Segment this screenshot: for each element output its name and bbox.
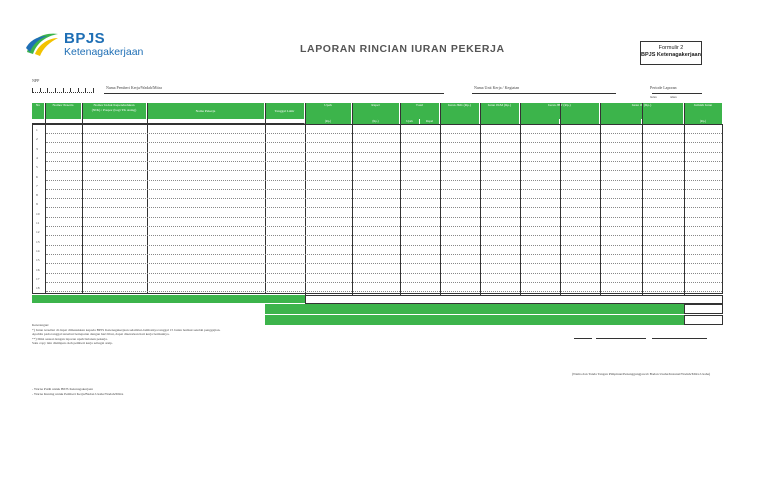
table-row[interactable] bbox=[46, 170, 722, 171]
notes-line: Apabila pada tanggal tersebut bertepatan dengan hari libur, dapat disetorkan hari kerja berikutnya. bbox=[32, 332, 170, 336]
col-wage: Upah bbox=[305, 103, 352, 119]
table-row[interactable] bbox=[46, 180, 722, 181]
sign-place-line[interactable] bbox=[596, 338, 646, 339]
sub-total-upah: Upah bbox=[400, 119, 420, 124]
col-id-no-label: Nomor Induk Kependudukan bbox=[93, 103, 135, 107]
col-total: Total bbox=[400, 103, 440, 119]
subtotal-cell-1[interactable] bbox=[684, 304, 723, 314]
form-box bbox=[640, 41, 702, 65]
npp-tick-boxes bbox=[32, 88, 94, 92]
table-row[interactable] bbox=[46, 217, 722, 218]
unit-field[interactable] bbox=[472, 93, 616, 94]
row-number: 14 bbox=[36, 248, 40, 253]
row-number: 13 bbox=[36, 239, 40, 244]
employer-field[interactable] bbox=[104, 93, 444, 94]
table-row[interactable] bbox=[46, 207, 722, 208]
row-number: 2 bbox=[36, 137, 38, 142]
row-number: 16 bbox=[36, 267, 40, 272]
form-box-line1: Formulir 2 bbox=[658, 45, 684, 51]
subtotal-bar-2 bbox=[265, 315, 684, 325]
table-row[interactable] bbox=[46, 235, 722, 236]
sub-rapel-rp: (Rp.) bbox=[352, 119, 400, 124]
table-row[interactable] bbox=[46, 245, 722, 246]
brand-subtitle: Ketenagakerjaan bbox=[64, 46, 144, 58]
unit-label: Nama Unit Kerja / Kegiatan bbox=[474, 85, 520, 90]
row-number: 12 bbox=[36, 230, 40, 235]
brand-name: BPJS bbox=[64, 30, 106, 47]
month-label: bulan bbox=[650, 95, 657, 99]
row-number: 15 bbox=[36, 258, 40, 263]
col-no: No bbox=[32, 103, 45, 119]
row-number: 11 bbox=[36, 221, 40, 225]
total-row[interactable] bbox=[305, 295, 723, 304]
table-row[interactable] bbox=[46, 152, 722, 153]
table-row[interactable] bbox=[46, 226, 722, 227]
year-label: tahun bbox=[670, 95, 677, 99]
table-row[interactable] bbox=[46, 198, 722, 199]
row-number: 9 bbox=[36, 202, 38, 207]
notes bbox=[32, 323, 220, 346]
footer-yellow-copy: - Warna Kuning untuk Pemberi Kerja/Badan Usaha/Wadah/Mitra bbox=[32, 392, 124, 396]
sign-date-line[interactable] bbox=[574, 338, 592, 339]
row-number: 3 bbox=[36, 146, 38, 151]
bpjs-logo-icon bbox=[25, 30, 59, 56]
notes-heading: Keterangan: bbox=[32, 323, 50, 327]
row-number: 7 bbox=[36, 183, 38, 188]
row-number: 17 bbox=[36, 276, 40, 281]
row-number: 1 bbox=[36, 128, 38, 132]
row-number: 5 bbox=[36, 165, 38, 170]
col-rapel: Rapel bbox=[352, 103, 400, 119]
npp-label: NPP bbox=[32, 78, 40, 83]
table-row[interactable] bbox=[46, 291, 722, 292]
row-number: 18 bbox=[36, 286, 40, 291]
table-row[interactable] bbox=[46, 263, 722, 264]
table-row[interactable] bbox=[46, 273, 722, 274]
col-dob: Tanggal Lahir bbox=[265, 103, 305, 119]
data-grid[interactable] bbox=[32, 124, 723, 294]
period-label: Periode Laporan bbox=[650, 85, 677, 90]
table-row[interactable] bbox=[46, 142, 722, 143]
employer-label: Nama Pemberi Kerja/Wadah/Mitra bbox=[106, 85, 162, 90]
total-bar bbox=[32, 295, 305, 303]
table-row[interactable] bbox=[46, 254, 722, 255]
subtotal-cell-2[interactable] bbox=[684, 315, 723, 325]
sub-total-rapel: Rapel bbox=[420, 119, 440, 124]
subtotal-bar-1 bbox=[265, 304, 684, 314]
table-row[interactable] bbox=[46, 189, 722, 190]
npp-boxes[interactable] bbox=[32, 92, 94, 93]
row-number: 6 bbox=[36, 174, 38, 179]
sub-wage-rp: (Rp.) bbox=[305, 119, 352, 124]
form-box-line2: BPJS Ketenagakerjaan bbox=[641, 52, 701, 58]
table-row[interactable] bbox=[46, 282, 722, 283]
col-id-no-sub: (NIK) / Paspor (bagi TK Asing) bbox=[91, 108, 137, 112]
row-number: 10 bbox=[36, 211, 40, 216]
table-row[interactable] bbox=[46, 161, 722, 162]
table-row[interactable] bbox=[46, 133, 722, 134]
col-jkk: Iuran JKK (Rp.) bbox=[440, 103, 480, 119]
period-field[interactable] bbox=[652, 93, 702, 94]
col-jp: Iuran JP (Rp.) bbox=[600, 103, 684, 119]
col-jht: Iuran JHT (Rp.) bbox=[520, 103, 600, 119]
col-jkm: Iuran JKM (Rp.) bbox=[480, 103, 520, 119]
footer-white-copy: - Warna Putih untuk BPJS Ketenagakerjaan bbox=[32, 387, 93, 391]
notes-line: *) Iuran tersebut di dapat dimasukkan kepada BPJS Ketenagakerjaan selambat-lambatnya tanggal 15 bulan berikut setelah penggajian. bbox=[32, 327, 221, 332]
row-number: 4 bbox=[36, 155, 38, 160]
notes-line: **) Diisi sesuai dengan laporan upah bulanan pekerja. bbox=[32, 336, 108, 341]
notes-line: Satu copy lain disimpan oleh pemberi kerja sebagai arsip. bbox=[32, 341, 113, 345]
col-sum: Jumlah Iuran bbox=[684, 103, 723, 119]
row-number: 8 bbox=[36, 193, 38, 198]
sign-year-line[interactable] bbox=[652, 338, 707, 339]
col-member-no: Nomor Peserta bbox=[45, 103, 82, 119]
col-id-no bbox=[82, 103, 147, 119]
signature-caption: (Nama dan Tanda Tangan Pimpinan/Penanggungjawab Badan Usaha/Instansi/Wadah/Mitra Usaha) bbox=[572, 372, 711, 376]
col-name: Nama Pekerja bbox=[147, 103, 265, 119]
sub-sum-rp: (Rp.) bbox=[684, 119, 723, 124]
page-title: LAPORAN RINCIAN IURAN PEKERJA bbox=[300, 43, 505, 55]
